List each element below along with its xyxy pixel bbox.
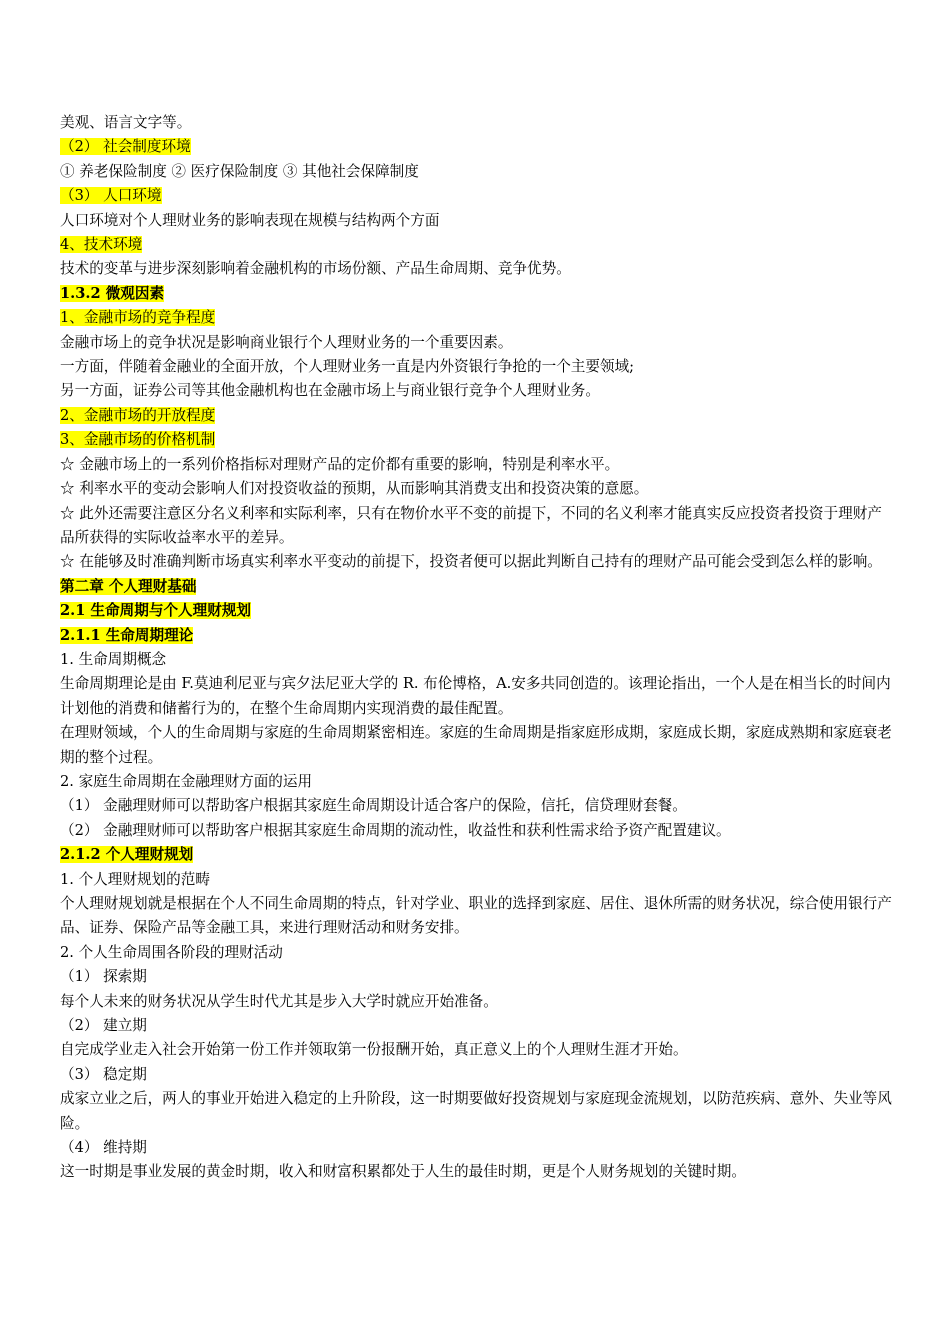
text-line: [60, 868, 896, 892]
line-text: 技术的变革与进步深刻影响着金融机构的市场份额、产品生命周期、竞争优势。: [60, 260, 571, 278]
line-text: 1、金融市场的竞争程度: [60, 309, 216, 327]
highlighted-heading: [60, 306, 896, 330]
highlighted-heading: [60, 404, 896, 428]
section-heading: [60, 282, 896, 306]
line-text: ☆ 金融市场上的一系列价格指标对理财产品的定价都有重要的影响，特别是利率水平。: [60, 455, 620, 473]
text-line: [60, 770, 896, 794]
text-line: [60, 721, 896, 770]
section-heading: [60, 624, 896, 648]
text-line: [60, 355, 896, 379]
text-line: [60, 819, 896, 843]
line-text: （3） 稳定期: [60, 1065, 147, 1083]
highlighted-heading: [60, 233, 896, 257]
text-line: [60, 477, 896, 501]
text-line: [60, 1136, 896, 1160]
line-text: 1. 生命周期概念: [60, 650, 167, 668]
section-heading: [60, 599, 896, 623]
document-page: [60, 111, 896, 1185]
line-text: 2.1.2 个人理财规划: [60, 846, 194, 864]
text-line: [60, 1087, 896, 1136]
line-text: 另一方面，证券公司等其他金融机构也在金融市场上与商业银行竞争个人理财业务。: [60, 382, 600, 400]
text-line: [60, 1160, 896, 1184]
text-line: [60, 331, 896, 355]
line-text: ① 养老保险制度 ② 医疗保险制度 ③ 其他社会保障制度: [60, 162, 419, 180]
line-text: （2） 建立期: [60, 1017, 147, 1035]
line-text: 每个人未来的财务状况从学生时代尤其是步入大学时就应开始准备。: [60, 992, 498, 1010]
text-line: [60, 160, 896, 184]
line-text: （3） 人口环境: [60, 187, 162, 205]
line-text: 1.3.2 微观因素: [60, 284, 165, 302]
section-heading: [60, 843, 896, 867]
line-text: ☆ 此外还需要注意区分名义利率和实际利率，只有在物价水平不变的前提下，不同的名义利率才能真实反应投资者投资于理财产品所获得的实际收益率水平的差异。: [60, 504, 882, 546]
line-text: 个人理财规划就是根据在个人不同生命周期的特点，针对学业、职业的选择到家庭、居住、退休所需的财务状况，综合使用银行产品、证券、保险产品等金融工具，来进行理财活动和财务安排。: [60, 895, 892, 937]
text-line: [60, 990, 896, 1014]
text-line: [60, 648, 896, 672]
text-line: [60, 672, 896, 721]
text-line: [60, 111, 896, 135]
line-text: （1） 探索期: [60, 968, 147, 986]
line-text: 这一时期是事业发展的黄金时期，收入和财富积累都处于人生的最佳时期，更是个人财务规划的关键时期。: [60, 1163, 746, 1181]
text-line: [60, 550, 896, 574]
line-text: 成家立业之后，两人的事业开始进入稳定的上升阶段，这一时期要做好投资规划与家庭现金流规划，以防范疾病、意外、失业等风险。: [60, 1090, 892, 1132]
document-body: [60, 111, 896, 1185]
line-text: 2.1.1 生命周期理论: [60, 626, 194, 644]
highlighted-heading: [60, 184, 896, 208]
line-text: 人口环境对个人理财业务的影响表现在规模与结构两个方面: [60, 211, 440, 229]
line-text: 2. 家庭生命周期在金融理财方面的运用: [60, 772, 313, 790]
text-line: [60, 1014, 896, 1038]
text-line: [60, 941, 896, 965]
line-text: 2. 个人生命周围各阶段的理财活动: [60, 943, 283, 961]
text-line: [60, 965, 896, 989]
line-text: （2） 金融理财师可以帮助客户根据其家庭生命周期的流动性，收益性和获利性需求给予资产配置建议。: [60, 821, 731, 839]
text-line: [60, 1038, 896, 1062]
text-line: [60, 209, 896, 233]
line-text: 2、金融市场的开放程度: [60, 406, 216, 424]
text-line: [60, 453, 896, 477]
text-line: [60, 794, 896, 818]
line-text: 在理财领域，个人的生命周期与家庭的生命周期紧密相连。家庭的生命周期是指家庭形成期，家庭成长期，家庭成熟期和家庭衰老期的整个过程。: [60, 724, 892, 766]
highlighted-heading: [60, 428, 896, 452]
text-line: [60, 502, 896, 551]
line-text: ☆ 在能够及时准确判断市场真实利率水平变动的前提下，投资者便可以据此判断自己持有的理财产品可能会受到怎么样的影响。: [60, 553, 882, 571]
line-text: 2.1 生命周期与个人理财规划: [60, 602, 252, 620]
line-text: 4、技术环境: [60, 236, 143, 254]
line-text: 自完成学业走入社会开始第一份工作并领取第一份报酬开始，真正意义上的个人理财生涯才开始。: [60, 1041, 688, 1059]
line-text: 第二章 个人理财基础: [60, 577, 197, 595]
line-text: 美观、语言文字等。: [60, 114, 192, 131]
section-heading: [60, 575, 896, 599]
line-text: 一方面，伴随着金融业的全面开放，个人理财业务一直是内外资银行争抢的一个主要领域;: [60, 358, 635, 376]
text-line: [60, 257, 896, 281]
line-text: 金融市场上的竞争状况是影响商业银行个人理财业务的一个重要因素。: [60, 333, 513, 351]
line-text: 生命周期理论是由 F.莫迪利尼亚与宾夕法尼亚大学的 R. 布伦博格，A.安多共同创造的。该理论指出，一个人是在相当长的时间内计划他的消费和储蓄行为的，在整个生命周期内实现消费的最佳配置。: [60, 675, 891, 717]
text-line: [60, 379, 896, 403]
highlighted-heading: [60, 135, 896, 159]
text-line: [60, 892, 896, 941]
line-text: 3、金融市场的价格机制: [60, 431, 216, 449]
line-text: （2） 社会制度环境: [60, 138, 191, 156]
line-text: （1） 金融理财师可以帮助客户根据其家庭生命周期设计适合客户的保险，信托，信贷理财套餐。: [60, 797, 687, 815]
text-line: [60, 1063, 896, 1087]
line-text: （4） 维持期: [60, 1139, 147, 1157]
line-text: ☆ 利率水平的变动会影响人们对投资收益的预期，从而影响其消费支出和投资决策的意愿。: [60, 480, 649, 498]
line-text: 1. 个人理财规划的范畴: [60, 870, 210, 888]
